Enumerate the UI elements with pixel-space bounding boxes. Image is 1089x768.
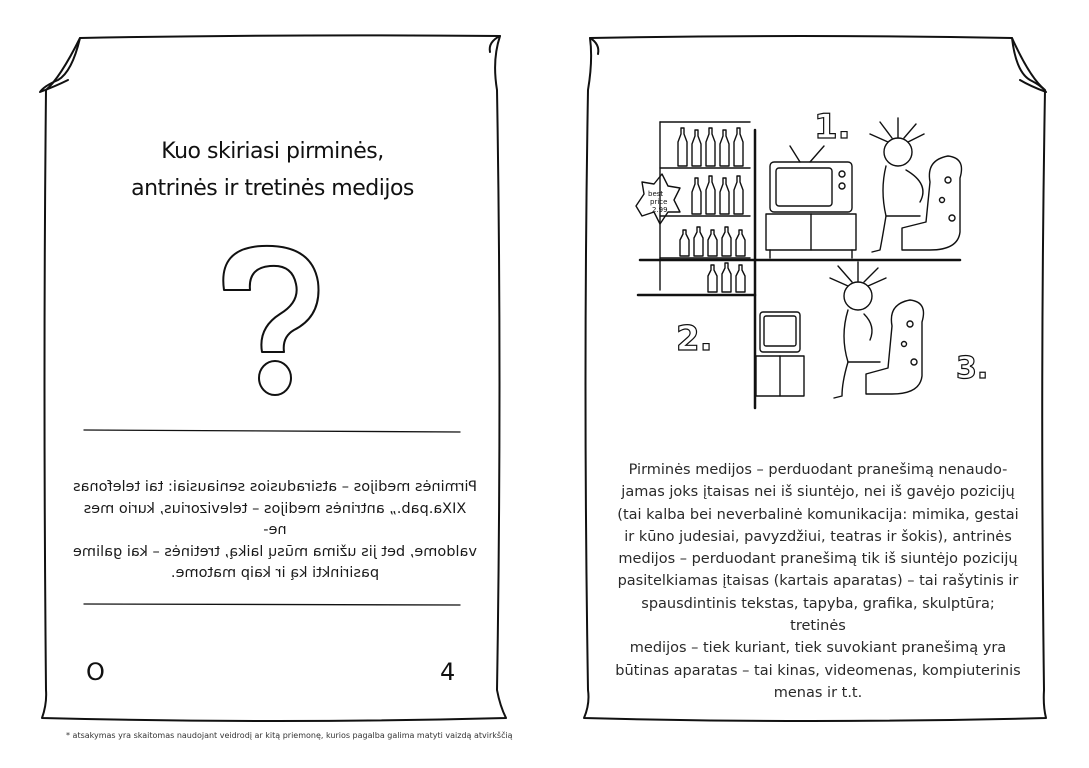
question-mark-icon [223, 246, 318, 352]
price-tag-line-2: price [650, 198, 668, 206]
title-line-2: antrinės ir tretinės medijos [131, 176, 414, 201]
step-2-label: 2. [676, 319, 713, 359]
card-corner-right: 4 [440, 658, 456, 686]
page-title [90, 133, 455, 207]
step-1-label: 1. [814, 107, 851, 147]
answer-line: (tai kalba bei neverbalinė komunikacija: mimika, gestai [617, 506, 1019, 523]
question-mark-dot [259, 361, 291, 395]
person-watching-tv [870, 118, 962, 252]
mirrored-line: XIXa.pab.„ antrinės medijos – televizorius, kurio mes ne- [83, 500, 467, 538]
answer-line: medijos – tiek kuriant, tiek suvokiant pranešimą yra [629, 640, 1007, 657]
armchair [902, 156, 962, 250]
tv-set [766, 146, 856, 258]
footnote: * atsakymas yra skaitomas naudojant veidrodį ar kitą priemonę, kurios pagalba galima matyti vaizdą atvirkščią [66, 731, 513, 740]
price-tag-line-1: best [648, 190, 664, 198]
price-tag-line-3: 2.99 [652, 206, 668, 214]
right-card-curl [1012, 38, 1046, 92]
answer-line: pasitelkiamas įtaisas (kartais aparatas) – tai rašytinis ir [617, 573, 1019, 590]
answer-line: medijos – perduodant pranešimą tik iš siuntėjo pozicijų [618, 551, 1018, 568]
title-line-1: Kuo skiriasi pirminės, [161, 139, 384, 164]
person-in-armchair [830, 262, 924, 398]
left-card-curl [40, 38, 80, 92]
answer-line: jamas joks įtaisas nei iš siuntėjo, nei iš gavėjo pozicijų [621, 484, 1015, 501]
card-corner-left: O [86, 658, 105, 686]
small-tv [756, 312, 804, 396]
media-illustration [630, 100, 1000, 415]
answer-line: būtinas aparatas – tai kinas, videomenas, kompiuterinis [615, 662, 1021, 679]
answer-line: menas ir t.t. [773, 684, 863, 701]
mirrored-line: pasirinkti ką ir kaip matome. [170, 565, 380, 581]
left-divider-bottom [84, 604, 460, 605]
shelf-unit [660, 122, 750, 292]
answer-line: spausdintinis tekstas, tapyba, grafika, skulptūra; tretinės [641, 595, 995, 635]
mirrored-question-text [70, 477, 480, 585]
mirrored-line: Pirminės medijos – atsiradusios seniausiai: tai telefonas [73, 479, 477, 495]
step-3-label: 3. [956, 351, 989, 386]
armchair [866, 300, 924, 394]
answer-text [612, 459, 1024, 704]
answer-line: Pirminės medijos – perduodant pranešimą nenaudo- [628, 462, 1008, 478]
mirrored-line: valdome, bet jis užima mūsų laiką, tretinės – kai galime [73, 543, 477, 560]
answer-line: ir kūno judesiai, pavyzdžiui, teatras ir šokis), antrinės [624, 528, 1012, 545]
left-divider-top [84, 430, 460, 432]
